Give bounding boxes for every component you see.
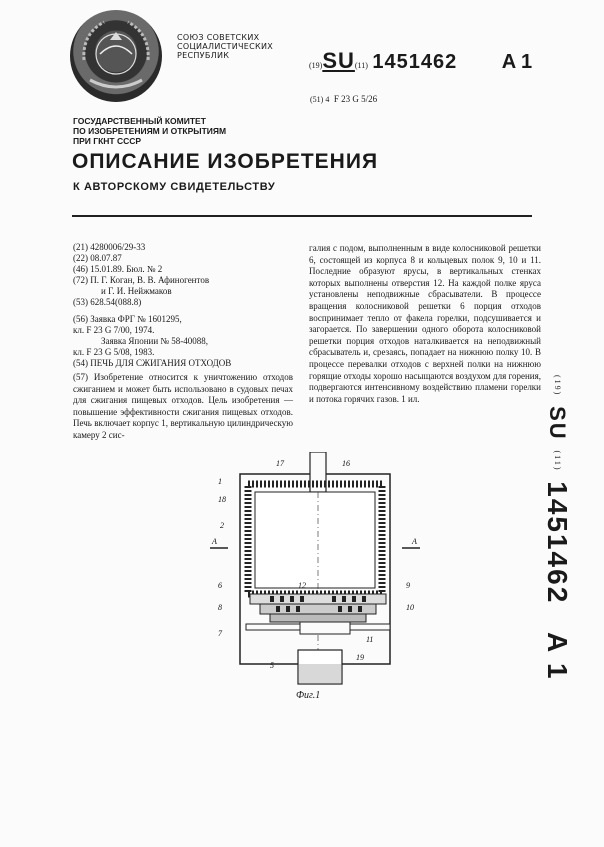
figure-label: A xyxy=(212,537,217,546)
biblio-line: (53) 628.54(088.8) xyxy=(73,297,142,307)
ipc-code: F 23 G 5/26 xyxy=(333,94,378,104)
committee-line: ГОСУДАРСТВЕННЫЙ КОМИТЕТ xyxy=(73,116,206,126)
org-line: РЕСПУБЛИК xyxy=(177,51,230,60)
figure-label: 6 xyxy=(218,581,222,590)
committee-line: ПРИ ГКНТ СССР xyxy=(73,136,142,146)
document-kind: A 1 xyxy=(501,51,533,73)
invention-title: (54) ПЕЧЬ ДЛЯ СЖИГАНИЯ ОТХОДОВ xyxy=(73,358,232,368)
biblio-line: кл. F 23 G 5/08, 1983. xyxy=(73,347,155,357)
committee-line: ПО ИЗОБРЕТЕНИЯМ И ОТКРЫТИЯМ xyxy=(73,126,227,136)
biblio-line: (56) Заявка ФРГ № 1601295, xyxy=(73,314,182,324)
ipc-classification xyxy=(310,94,377,104)
side-number: 1451462 xyxy=(542,481,573,605)
country-index: (19) xyxy=(309,61,323,70)
biblio-line: кл. F 23 G 7/00, 1974. xyxy=(73,325,155,335)
committee-block xyxy=(73,116,226,146)
grate-tier-lower xyxy=(270,614,366,622)
figure-caption: Фиг.1 xyxy=(296,690,321,701)
org-line: СОЦИАЛИСТИЧЕСКИХ xyxy=(177,42,274,51)
side-country-code: SU xyxy=(545,406,570,441)
ash-fill xyxy=(299,664,341,683)
figure-label: 10 xyxy=(406,603,414,612)
org-name xyxy=(177,33,273,60)
biblio-line: (21) 4280006/29-33 xyxy=(73,242,146,252)
biblio-line: Заявка Японии № 58-40088, xyxy=(101,336,208,346)
figure-label: 12 xyxy=(298,581,306,590)
figure-label: 16 xyxy=(342,459,350,468)
side-kind: A 1 xyxy=(542,632,573,681)
bibliographic-data xyxy=(73,242,299,369)
org-line: СОЮЗ СОВЕТСКИХ xyxy=(177,33,260,42)
biblio-line: (46) 15.01.89. Бюл. № 2 xyxy=(73,264,163,274)
figure-label: 1 xyxy=(218,477,222,486)
biblio-line: и Г. И. Нейжмаков xyxy=(101,286,172,296)
emblem-icon xyxy=(70,10,162,102)
country-code: SU xyxy=(322,48,355,73)
support-left xyxy=(246,624,300,630)
side-country-index: (19) xyxy=(553,375,562,397)
header-divider xyxy=(72,215,532,217)
figure-label: A xyxy=(412,537,417,546)
figure-label: 17 xyxy=(276,459,284,468)
furnace-diagram xyxy=(210,452,420,688)
document-title: ОПИСАНИЕ ИЗОБРЕТЕНИЯ xyxy=(72,150,379,173)
patent-header xyxy=(309,48,532,74)
state-emblem xyxy=(70,10,162,102)
combustion-chamber xyxy=(255,492,375,588)
ipc-index: (51) 4 xyxy=(310,95,330,104)
figure-label: 19 xyxy=(356,653,364,662)
patent-number: 1451462 xyxy=(372,51,458,73)
figure-label: 5 xyxy=(270,661,274,670)
figure-label: 18 xyxy=(218,495,226,504)
biblio-line: (22) 08.07.87 xyxy=(73,253,122,263)
abstract-right-column: галия с подом, выполненным в виде колосниковой решетки 6, состоящей из корпуса 8 и кольцевых полок 9, 10 и 11. Последние образуют ярусы, в вертикальных стенках которых выполнены отверстия 12. На каждой полке яруса установлены неподвижные сбрасыватели. В процессе вращения колосниковой решетки 6 порция отходов воспринимает тепло от факела горелки, подсушивается и загорается. По завершении одного оборота колосниковой решетки порция отходов наталкивается на неподвижный сбрасыватель и, срезаясь, попадает на нижнюю полку 10. В процессе перевалки отходов с верхней полки на нижнюю горящие отходы хорошо насыщаются воздухом для горения, подвергаются интенсивному воздействию пламени горелки и потока горячих газов. 1 ил. xyxy=(309,243,541,404)
biblio-line: (72) П. Г. Коган, В. В. Афиногентов xyxy=(73,275,210,285)
figure-label: 11 xyxy=(366,635,374,644)
side-patent-number xyxy=(543,375,573,681)
number-index: (11) xyxy=(354,61,368,70)
figure-label: 8 xyxy=(218,603,222,612)
side-number-index: (11) xyxy=(553,450,562,472)
figure-label: 9 xyxy=(406,581,410,590)
figure-label: 2 xyxy=(220,521,224,530)
abstract-left-column: (57) Изобретение относится к уничтожению отходов сжиганием и может быть использовано в судовых печах для сжигания пищевых отходов. Цель изобретения — повышение эффективности сжигания пищевых отходов. Печь включает корпус 1, вертикальную цилиндрическую камеру 2 сис- xyxy=(73,372,293,440)
document-subtitle: К АВТОРСКОМУ СВИДЕТЕЛЬСТВУ xyxy=(73,181,276,193)
drive-hub xyxy=(300,622,350,634)
figure-label: 7 xyxy=(218,629,222,638)
